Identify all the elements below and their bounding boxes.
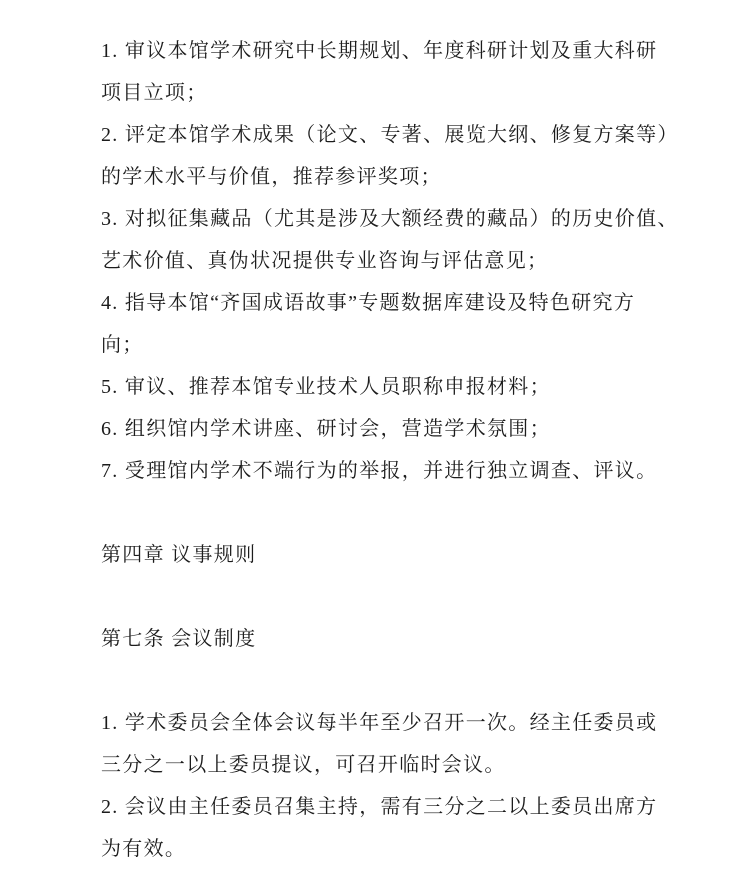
text-line: 1. 学术委员会全体会议每半年至少召开一次。经主任委员或 [101, 712, 658, 734]
text-line: 7. 受理馆内学术不端行为的举报，并进行独立调查、评议。 [101, 460, 658, 482]
text-line: 2. 会议由主任委员召集主持，需有三分之二以上委员出席方 [101, 796, 658, 818]
duty-item-6 [101, 408, 701, 450]
duty-item-5 [101, 366, 701, 408]
duty-item-4 [101, 282, 701, 366]
article-heading [101, 618, 701, 660]
spacer-1 [101, 492, 701, 534]
text-line: 5. 审议、推荐本馆专业技术人员职称申报材料； [101, 376, 551, 398]
blank-line [101, 492, 701, 534]
text-line: 1. 审议本馆学术研究中长期规划、年度科研计划及重大科研 [101, 40, 658, 62]
duty-item-1 [101, 30, 701, 114]
blank-line [101, 576, 701, 618]
text-line: 三分之一以上委员提议，可召开临时会议。 [101, 754, 506, 776]
duty-item-3 [101, 198, 701, 282]
spacer-2 [101, 576, 701, 618]
text-line: 第四章 议事规则 [101, 544, 257, 566]
blank-line [101, 660, 701, 702]
duty-item-7 [101, 450, 701, 492]
spacer-3 [101, 660, 701, 702]
text-line: 2. 评定本馆学术成果（论文、专著、展览大纲、修复方案等） [101, 124, 679, 146]
text-line: 6. 组织馆内学术讲座、研讨会，营造学术氛围； [101, 418, 551, 440]
document-page [101, 30, 701, 870]
text-line: 4. 指导本馆“齐国成语故事”专题数据库建设及特色研究方 [101, 292, 636, 314]
text-line: 艺术价值、真伪状况提供专业咨询与评估意见； [101, 250, 549, 272]
text-line: 项目立项； [101, 82, 208, 104]
text-line: 为有效。 [101, 838, 187, 860]
text-line: 3. 对拟征集藏品（尤其是涉及大额经费的藏品）的历史价值、 [101, 208, 679, 230]
text-line: 第七条 会议制度 [101, 628, 257, 650]
duty-item-2 [101, 114, 701, 198]
text-line: 的学术水平与价值，推荐参评奖项； [101, 166, 442, 188]
rule-item-2 [101, 786, 701, 870]
rule-item-1 [101, 702, 701, 786]
text-line: 向； [101, 334, 144, 356]
chapter-heading [101, 534, 701, 576]
